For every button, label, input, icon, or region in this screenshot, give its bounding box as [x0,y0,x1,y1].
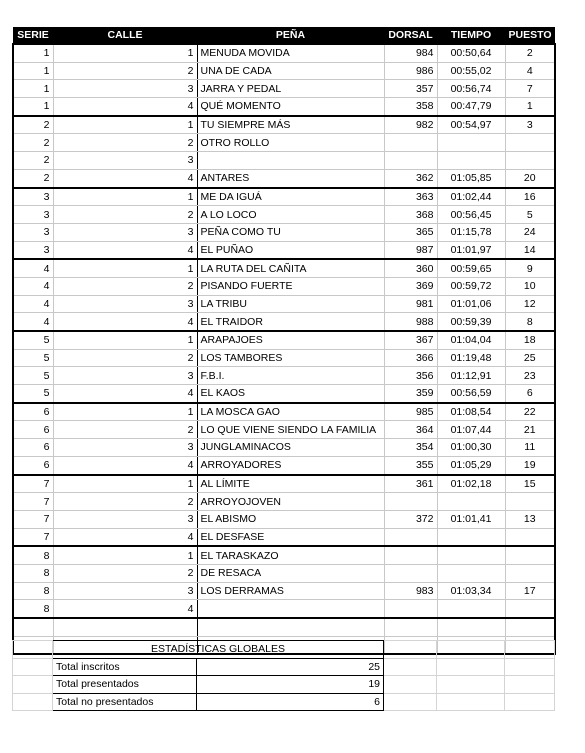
cell-calle: 3 [53,152,197,170]
cell-serie: 6 [13,439,53,457]
cell-dorsal: 987 [384,241,437,259]
table-row [13,206,555,224]
cell-dorsal [384,564,437,582]
cell-pena: A LO LOCO [197,206,384,224]
cell-pena: EL DESFASE [197,528,384,546]
cell-dorsal: 364 [384,421,437,439]
cell-tiempo: 00:55,02 [437,62,505,80]
cell-tiempo [437,546,505,564]
cell-serie: 2 [13,134,53,152]
cell-puesto [505,618,555,636]
cell-tiempo: 01:19,48 [437,349,505,367]
cell-calle: 1 [53,44,197,62]
cell-puesto: 5 [505,206,555,224]
cell-puesto: 1 [505,98,555,116]
cell-pena: PEÑA COMO TU [197,223,384,241]
cell-puesto: 18 [505,331,555,349]
cell-puesto: 10 [505,277,555,295]
cell-pena: QUÉ MOMENTO [197,98,384,116]
cell-tiempo: 01:05,29 [437,456,505,474]
cell-puesto: 13 [505,510,555,528]
cell-puesto: 6 [505,385,555,403]
cell-serie: 4 [13,259,53,277]
cell-dorsal: 985 [384,403,437,421]
cell-dorsal: 369 [384,277,437,295]
cell-dorsal [384,493,437,511]
table-row [13,152,555,170]
cell-dorsal: 984 [384,44,437,62]
cell-tiempo: 01:03,34 [437,582,505,600]
cell-serie: 4 [13,277,53,295]
cell-calle: 4 [53,385,197,403]
cell-tiempo: 01:00,30 [437,439,505,457]
cell-tiempo [437,600,505,618]
cell-serie: 3 [13,241,53,259]
cell-serie: 1 [13,62,53,80]
cell-pena: DE RESACA [197,564,384,582]
table-row [13,331,555,349]
cell-serie: 5 [13,367,53,385]
cell-calle: 3 [53,295,197,313]
cell-tiempo: 01:01,97 [437,241,505,259]
stats-title-row [13,641,555,659]
cell-serie: 6 [13,403,53,421]
cell-calle: 3 [53,439,197,457]
cell-serie: 8 [13,600,53,618]
cell-dorsal [384,600,437,618]
cell-calle: 2 [53,206,197,224]
cell-calle: 3 [53,223,197,241]
cell-serie: 7 [13,528,53,546]
stats-value: 6 [197,693,384,711]
cell-calle: 1 [53,475,197,493]
cell-tiempo: 01:05,85 [437,169,505,187]
cell-dorsal [384,152,437,170]
cell-dorsal [384,546,437,564]
stats-row [13,658,555,676]
cell-tiempo [437,134,505,152]
results-sheet [12,27,554,655]
cell-calle: 3 [53,367,197,385]
cell-serie: 8 [13,582,53,600]
cell-tiempo: 01:02,44 [437,188,505,206]
cell-puesto: 16 [505,188,555,206]
cell-tiempo: 00:56,45 [437,206,505,224]
cell-calle: 1 [53,259,197,277]
table-row [13,475,555,493]
results-body [13,44,555,654]
cell-puesto: 8 [505,313,555,331]
cell-calle: 4 [53,313,197,331]
cell-puesto [505,600,555,618]
table-row [13,313,555,331]
cell-calle: 1 [53,188,197,206]
cell-puesto: 3 [505,116,555,134]
table-row [13,44,555,62]
cell-puesto: 19 [505,456,555,474]
cell-dorsal: 359 [384,385,437,403]
cell-serie: 1 [13,44,53,62]
cell-serie: 4 [13,313,53,331]
stats-value: 25 [197,658,384,676]
cell-dorsal: 983 [384,582,437,600]
cell-calle [53,618,197,636]
cell-pena [197,618,384,636]
cell-pena: ME DA IGUÁ [197,188,384,206]
cell-tiempo [437,493,505,511]
table-row [13,295,555,313]
cell-dorsal: 981 [384,295,437,313]
table-row [13,510,555,528]
cell-pena: TU SIEMPRE MÁS [197,116,384,134]
cell-tiempo [437,618,505,636]
cell-serie: 2 [13,152,53,170]
cell-puesto: 4 [505,62,555,80]
cell-puesto [505,134,555,152]
cell-puesto: 22 [505,403,555,421]
header-calle: CALLE [53,27,197,44]
cell-calle: 2 [53,564,197,582]
cell-tiempo: 01:02,18 [437,475,505,493]
cell-serie: 4 [13,295,53,313]
stats-label: Total inscritos [53,658,197,676]
cell-dorsal: 368 [384,206,437,224]
cell-tiempo: 01:01,06 [437,295,505,313]
cell-tiempo: 00:56,74 [437,80,505,98]
table-row [13,528,555,546]
cell-dorsal: 362 [384,169,437,187]
cell-dorsal: 356 [384,367,437,385]
header-serie: SERIE [13,27,53,44]
table-row [13,241,555,259]
cell-pena: ANTARES [197,169,384,187]
table-row [13,259,555,277]
cell-serie: 5 [13,331,53,349]
cell-dorsal: 358 [384,98,437,116]
cell-pena: LO QUE VIENE SIENDO LA FAMILIA [197,421,384,439]
cell-tiempo [437,564,505,582]
cell-serie: 5 [13,385,53,403]
cell-pena: OTRO ROLLO [197,134,384,152]
cell-calle: 2 [53,62,197,80]
cell-puesto: 14 [505,241,555,259]
cell-puesto [505,528,555,546]
table-row [13,493,555,511]
cell-puesto [505,546,555,564]
cell-dorsal: 355 [384,456,437,474]
cell-serie: 3 [13,188,53,206]
cell-serie: 3 [13,206,53,224]
cell-serie: 8 [13,564,53,582]
cell-calle: 4 [53,456,197,474]
table-row [13,600,555,618]
stats-table [12,640,555,711]
cell-calle: 4 [53,528,197,546]
cell-puesto: 2 [505,44,555,62]
table-row [13,223,555,241]
cell-calle: 4 [53,241,197,259]
cell-pena [197,152,384,170]
cell-tiempo: 00:54,97 [437,116,505,134]
cell-tiempo: 00:50,64 [437,44,505,62]
cell-pena: MENUDA MOVIDA [197,44,384,62]
cell-pena: LOS TAMBORES [197,349,384,367]
cell-tiempo: 00:59,39 [437,313,505,331]
global-stats [12,640,554,711]
cell-serie: 1 [13,98,53,116]
cell-dorsal: 982 [384,116,437,134]
cell-tiempo: 01:08,54 [437,403,505,421]
cell-puesto: 7 [505,80,555,98]
cell-pena: JUNGLAMINACOS [197,439,384,457]
table-row [13,367,555,385]
cell-dorsal: 367 [384,331,437,349]
cell-pena: LA RUTA DEL CAÑITA [197,259,384,277]
cell-pena [197,600,384,618]
table-row [13,421,555,439]
cell-dorsal: 366 [384,349,437,367]
cell-pena: EL TARASKAZO [197,546,384,564]
cell-serie [13,618,53,636]
cell-dorsal [384,528,437,546]
table-row [13,80,555,98]
cell-pena: LA MOSCA GAO [197,403,384,421]
cell-tiempo: 01:04,04 [437,331,505,349]
table-row [13,618,555,636]
cell-dorsal [384,618,437,636]
cell-dorsal: 372 [384,510,437,528]
cell-calle: 2 [53,349,197,367]
cell-dorsal: 986 [384,62,437,80]
header-tiempo: TIEMPO [437,27,505,44]
table-row [13,134,555,152]
table-row [13,349,555,367]
cell-serie: 7 [13,475,53,493]
cell-calle: 4 [53,169,197,187]
table-row [13,385,555,403]
cell-serie: 2 [13,169,53,187]
cell-tiempo: 00:59,65 [437,259,505,277]
header-dorsal: DORSAL [384,27,437,44]
cell-tiempo: 00:56,59 [437,385,505,403]
table-row [13,403,555,421]
cell-pena: F.B.I. [197,367,384,385]
stats-value: 19 [197,676,384,694]
cell-puesto [505,493,555,511]
cell-puesto: 12 [505,295,555,313]
cell-puesto: 24 [505,223,555,241]
table-row [13,439,555,457]
cell-pena: ARAPAJOES [197,331,384,349]
cell-dorsal: 354 [384,439,437,457]
results-table [12,27,556,655]
cell-serie: 6 [13,421,53,439]
cell-pena: ARROYADORES [197,456,384,474]
cell-pena: AL LÍMITE [197,475,384,493]
cell-pena: PISANDO FUERTE [197,277,384,295]
cell-dorsal: 363 [384,188,437,206]
table-row [13,546,555,564]
cell-puesto: 20 [505,169,555,187]
cell-calle: 1 [53,116,197,134]
cell-puesto: 17 [505,582,555,600]
cell-serie: 5 [13,349,53,367]
cell-serie: 2 [13,116,53,134]
stats-label: Total presentados [53,676,197,694]
cell-calle: 1 [53,403,197,421]
cell-serie: 1 [13,80,53,98]
cell-calle: 2 [53,134,197,152]
cell-serie: 7 [13,510,53,528]
cell-calle: 3 [53,582,197,600]
stats-row [13,693,555,711]
cell-puesto: 21 [505,421,555,439]
cell-pena: EL TRAIDOR [197,313,384,331]
cell-calle: 2 [53,421,197,439]
header-row [13,27,555,44]
stats-row [13,676,555,694]
header-pena: PEÑA [197,27,384,44]
cell-pena: UNA DE CADA [197,62,384,80]
cell-puesto: 15 [505,475,555,493]
cell-puesto [505,152,555,170]
table-row [13,188,555,206]
cell-calle: 1 [53,331,197,349]
table-row [13,277,555,295]
cell-calle: 3 [53,80,197,98]
cell-calle: 1 [53,546,197,564]
table-row [13,564,555,582]
cell-puesto: 11 [505,439,555,457]
cell-pena: EL KAOS [197,385,384,403]
cell-serie: 6 [13,456,53,474]
cell-tiempo: 01:01,41 [437,510,505,528]
cell-calle: 4 [53,600,197,618]
cell-calle: 2 [53,277,197,295]
cell-puesto: 25 [505,349,555,367]
cell-puesto [505,564,555,582]
cell-serie: 8 [13,546,53,564]
cell-dorsal: 988 [384,313,437,331]
cell-pena: ARROYOJOVEN [197,493,384,511]
cell-dorsal: 360 [384,259,437,277]
cell-tiempo [437,152,505,170]
cell-pena: JARRA Y PEDAL [197,80,384,98]
cell-tiempo: 00:47,79 [437,98,505,116]
cell-pena: LOS DERRAMAS [197,582,384,600]
cell-dorsal: 357 [384,80,437,98]
cell-serie: 3 [13,223,53,241]
cell-pena: LA TRIBU [197,295,384,313]
cell-dorsal [384,134,437,152]
cell-dorsal: 365 [384,223,437,241]
cell-dorsal: 361 [384,475,437,493]
cell-calle: 4 [53,98,197,116]
cell-tiempo: 00:59,72 [437,277,505,295]
table-row [13,98,555,116]
stats-title: ESTADÍSTICAS GLOBALES [53,641,384,659]
cell-pena: EL PUÑAO [197,241,384,259]
table-row [13,169,555,187]
table-row [13,62,555,80]
header-puesto: PUESTO [505,27,555,44]
table-row [13,116,555,134]
cell-puesto: 9 [505,259,555,277]
cell-calle: 2 [53,493,197,511]
cell-pena: EL ABISMO [197,510,384,528]
cell-tiempo: 01:07,44 [437,421,505,439]
table-row [13,456,555,474]
cell-puesto: 23 [505,367,555,385]
stats-label: Total no presentados [53,693,197,711]
table-row [13,582,555,600]
cell-serie: 7 [13,493,53,511]
cell-tiempo: 01:12,91 [437,367,505,385]
cell-tiempo: 01:15,78 [437,223,505,241]
cell-calle: 3 [53,510,197,528]
cell-tiempo [437,528,505,546]
